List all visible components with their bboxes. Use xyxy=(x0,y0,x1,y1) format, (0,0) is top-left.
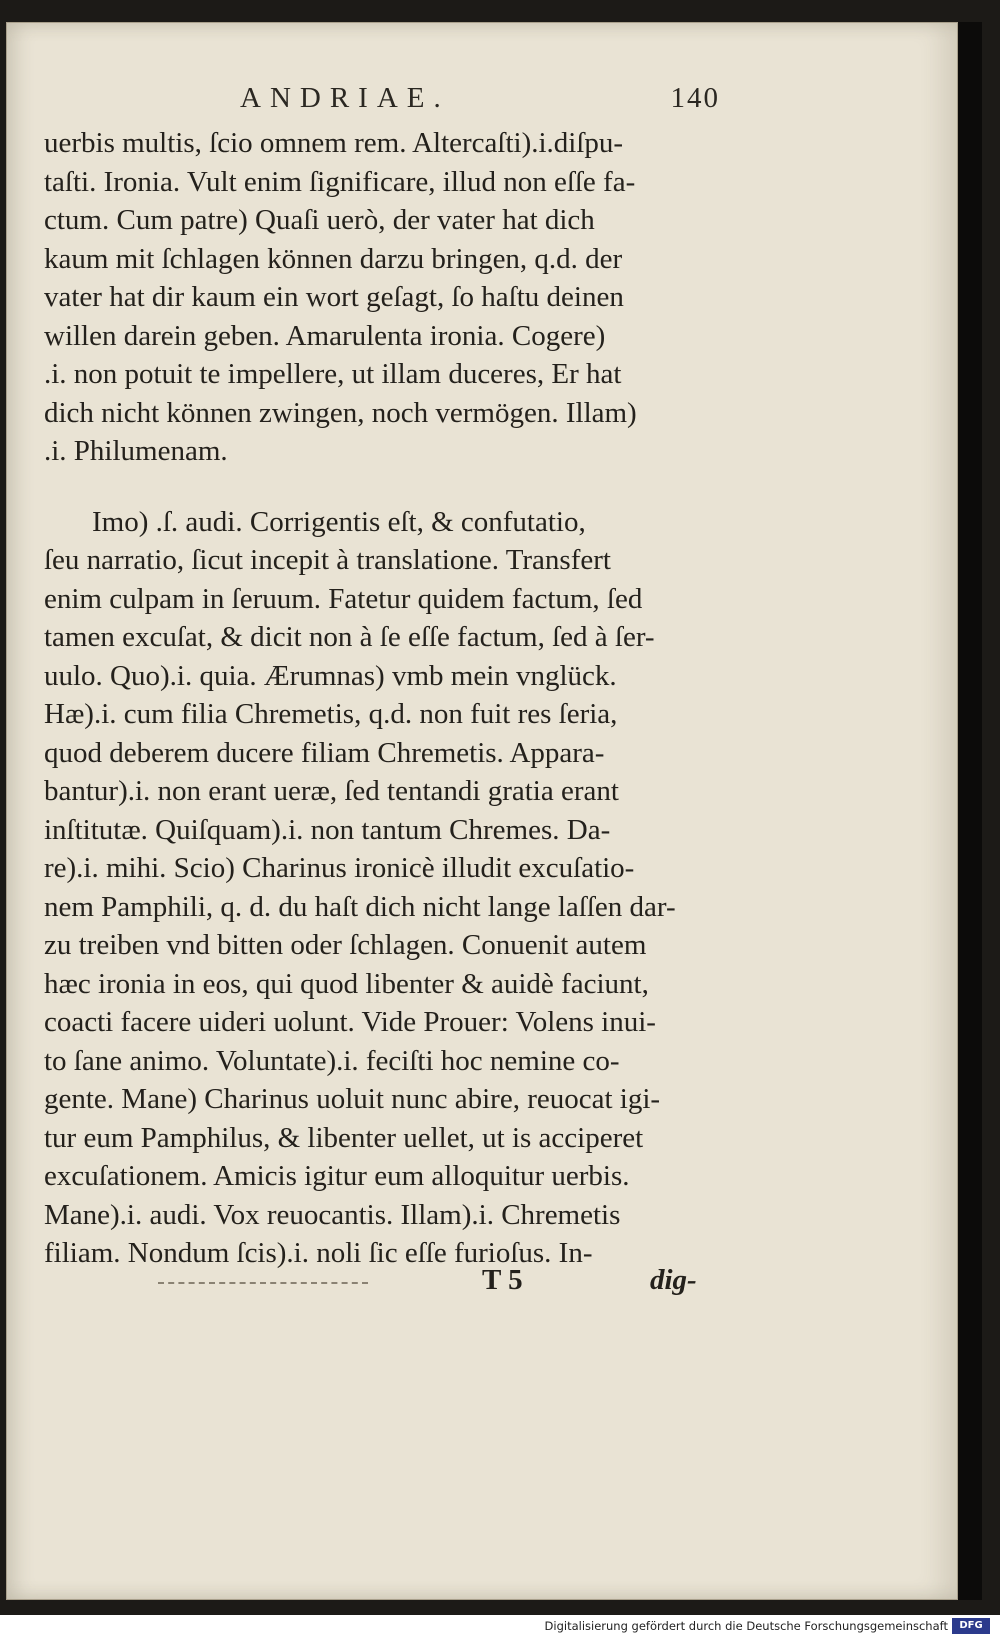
text-line: willen darein geben. Amarulenta ironia. Cogere) xyxy=(44,319,606,352)
text-line: nem Pamphili, q. d. du haſt dich nicht lange laſſen dar- xyxy=(44,890,676,923)
text-line: Mane).i. audi. Vox reuocantis. Illam).i. Chremetis xyxy=(44,1198,621,1231)
text-line: tamen excuſat, & dicit non à ſe eſſe factum, ſed à ſer- xyxy=(44,621,655,653)
text-line: kaum mit ſchlagen können darzu bringen, q.d. der xyxy=(44,242,623,275)
text-line: filiam. Nondum ſcis).i. noli ſic eſſe furioſus. In- xyxy=(44,1237,593,1269)
text-line: Hæ).i. cum filia Chremetis, q.d. non fuit res ſeria, xyxy=(44,698,618,730)
text-line: gente. Mane) Charinus uoluit nunc abire, reuocat igi- xyxy=(44,1083,661,1115)
text-line: uerbis multis, ſcio omnem rem. Altercaſti).i.diſpu- xyxy=(44,127,624,159)
text-line: hæc ironia in eos, qui quod libenter & auidè faciunt, xyxy=(44,967,649,1000)
ink-smudge-line xyxy=(158,1282,368,1284)
text-line: vater hat dir kaum ein wort geſagt, ſo haſtu deinen xyxy=(44,281,624,313)
page-header xyxy=(240,82,720,122)
text-line: ſeu narratio, ſicut incepit à translatione. Transfert xyxy=(44,544,611,576)
text-line: excuſationem. Amicis igitur eum alloquitur uerbis. xyxy=(44,1160,630,1192)
catchword: dig- xyxy=(650,1264,697,1296)
text-line: quod deberem ducere filiam Chremetis. Appara- xyxy=(44,736,605,769)
page-number: 140 xyxy=(670,82,720,114)
funding-credit: Digitalisierung gefördert durch die Deutsche Forschungsgemeinschaft xyxy=(544,1619,948,1633)
text-line: .i. non potuit te impellere, ut illam duceres, Er hat xyxy=(44,358,622,390)
text-line: ctum. Cum patre) Quaſi uerò, der vater hat dich xyxy=(44,204,595,236)
text-line: Imo) .ſ. audi. Corrigentis eſt, & confutatio, xyxy=(92,505,586,538)
text-line: .i. Philumenam. xyxy=(44,435,228,467)
text-line: coacti facere uideri uolunt. Vide Prouer: Volens inui- xyxy=(44,1006,656,1038)
paragraph-gap xyxy=(44,471,704,503)
text-line: tur eum Pamphilus, & libenter uellet, ut is acciperet xyxy=(44,1121,644,1154)
text-line: inſtitutæ. Quiſquam).i. non tantum Chremes. Da- xyxy=(44,813,611,846)
text-line: bantur).i. non erant ueræ, ſed tentandi gratia erant xyxy=(44,775,619,807)
text-line: dich nicht können zwingen, noch vermögen. Illam) xyxy=(44,396,637,429)
text-line: taſti. Ironia. Vult enim ſignificare, illud non eſſe fa- xyxy=(44,165,636,198)
commentary-text xyxy=(44,124,704,1273)
text-line: enim culpam in ſeruum. Fatetur quidem factum, ſed xyxy=(44,582,643,615)
text-line: re).i. mihi. Scio) Charinus ironicè illudit excuſatio- xyxy=(44,852,635,884)
page-gutter xyxy=(958,22,982,1600)
signature-mark: T 5 xyxy=(482,1264,523,1296)
dfg-logo-icon: DFG xyxy=(952,1618,990,1634)
text-line: to ſane animo. Voluntate).i. feciſti hoc nemine co- xyxy=(44,1044,620,1077)
running-title: ANDRIAE. xyxy=(240,82,450,114)
text-line: uulo. Quo).i. quia. Ærumnas) vmb mein vnglück. xyxy=(44,659,617,692)
text-line: zu treiben vnd bitten oder ſchlagen. Conuenit autem xyxy=(44,929,647,961)
digitization-footer xyxy=(0,1615,1000,1639)
